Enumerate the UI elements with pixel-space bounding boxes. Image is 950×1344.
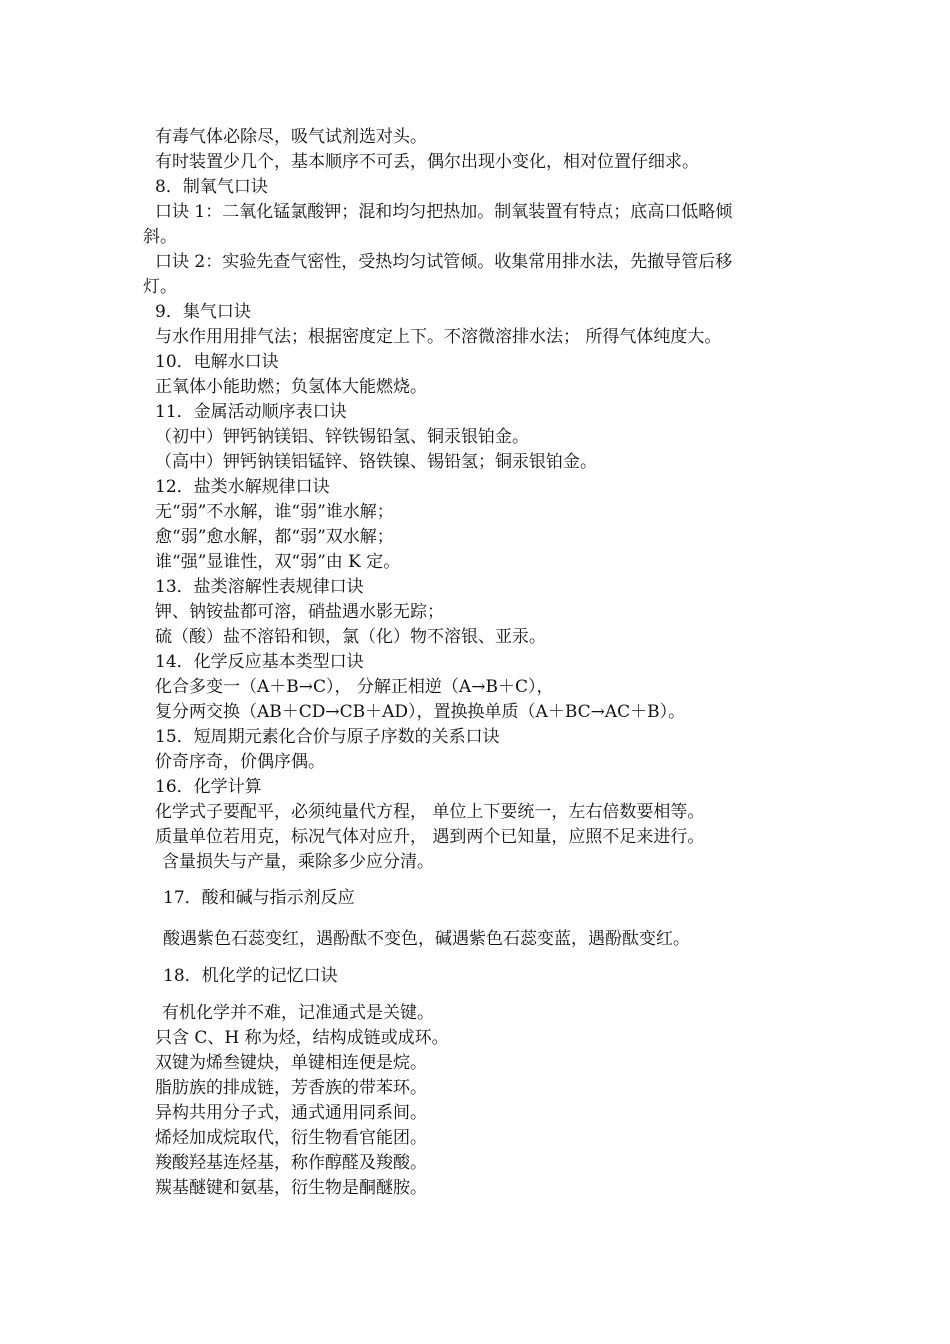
text-line: 脂肪族的排成链，芳香族的带苯环。 [155,1078,427,1098]
text-line: 只含 C、H 称为烃，结构成链或成环。 [155,1028,449,1048]
text-line: 灯。 [143,277,177,297]
text-line: 化学式子要配平，必须纯量代方程， 单位上下要统一，左右倍数要相等。 [155,802,705,822]
text-line: 有毒气体必除尽，吸气试剂选对头。 [155,127,427,147]
section-heading: 15．短周期元素化合价与原子序数的关系口诀 [155,727,500,747]
section-heading: 11．金属活动顺序表口诀 [155,402,347,422]
text-line: 烯烃加成烷取代，衍生物看官能团。 [155,1128,427,1148]
section-heading: 10．电解水口诀 [155,352,279,372]
text-line: 钾、钠铵盐都可溶，硝盐遇水影无踪； [155,602,444,622]
text-line: 口诀 2：实验先查气密性，受热均匀试管倾。收集常用排水法，先撤导管后移 [155,252,733,272]
text-line: 双键为烯叁键炔，单键相连便是烷。 [155,1053,427,1073]
text-line: 正氧体小能助燃；负氢体大能燃烧。 [155,377,427,397]
section-heading: 9．集气口诀 [155,302,251,322]
text-line: 酸遇紫色石蕊变红，遇酚酞不变色，碱遇紫色石蕊变蓝，遇酚酞变红。 [163,929,690,949]
text-line: 斜。 [143,227,177,247]
text-line: 质量单位若用克，标况气体对应升， 遇到两个已知量，应照不足来进行。 [155,827,705,847]
text-line: 谁“强”显谁性，双“弱”由 K 定。 [155,552,401,572]
text-line: 异构共用分子式，通式通用同系间。 [155,1103,427,1123]
section-heading: 18．机化学的记忆口诀 [163,966,338,986]
text-line: 化合多变一（A＋B→C）， 分解正相逆（A→B＋C）， [155,677,554,697]
text-line: （高中）钾钙钠镁铝锰锌、铬铁镍、锡铅氢；铜汞银铂金。 [155,452,597,472]
section-heading: 14．化学反应基本类型口诀 [155,652,364,672]
text-line: 羧酸羟基连烃基，称作醇醛及羧酸。 [155,1153,427,1173]
text-line: 口诀 1：二氧化锰氯酸钾；混和均匀把热加。制氧装置有特点；底高口低略倾 [155,202,733,222]
text-line: 愈“弱”愈水解，都“弱”双水解； [155,527,394,547]
section-heading: 8．制氧气口诀 [155,177,268,197]
text-line: 与水作用用排气法；根据密度定上下。不溶微溶排水法； 所得气体纯度大。 [155,327,722,347]
section-heading: 16．化学计算 [155,777,262,797]
section-heading: 12．盐类水解规律口诀 [155,477,330,497]
text-line: 有时装置少几个，基本顺序不可丢，偶尔出现小变化，相对位置仔细求。 [155,152,699,172]
section-heading: 17．酸和碱与指示剂反应 [163,888,355,908]
text-line: （初中）钾钙钠镁铝、锌铁锡铅氢、铜汞银铂金。 [155,427,529,447]
section-heading: 13．盐类溶解性表规律口诀 [155,577,364,597]
text-line: 价奇序奇，价偶序偶。 [155,752,325,772]
text-line: 含量损失与产量，乘除多少应分清。 [162,852,434,872]
text-line: 硫（酸）盐不溶铅和钡，氯（化）物不溶银、亚汞。 [155,627,546,647]
text-line: 无“弱”不水解，谁“弱”谁水解； [155,502,394,522]
text-line: 羰基醚键和氨基，衍生物是酮醚胺。 [155,1178,427,1198]
text-line: 复分两交换（AB＋CD→CB＋AD），置换换单质（A＋BC→AC＋B）。 [155,702,686,722]
text-line: 有机化学并不难，记准通式是关键。 [162,1003,434,1023]
